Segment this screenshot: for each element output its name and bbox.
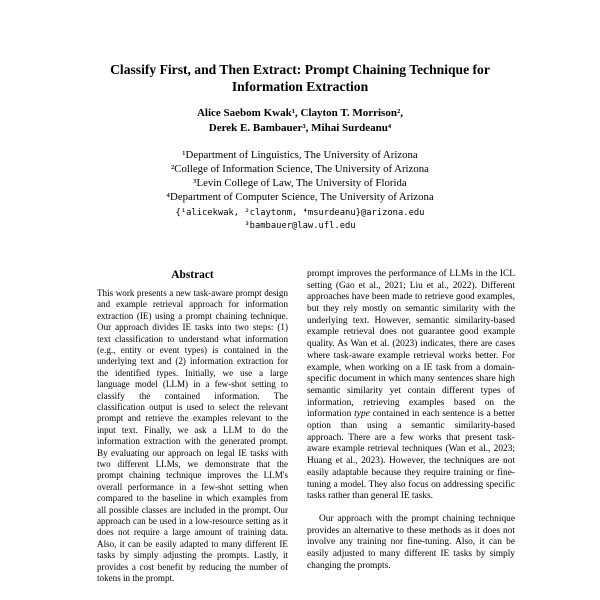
email-line-2: ³bambauer@law.ufl.edu [244, 220, 356, 231]
email-list [0, 207, 600, 232]
paper-title-line-1: Classify First, and Then Extract: Prompt Chaining Technique for [110, 62, 490, 77]
email-line-1: {¹alicekwak, ²claytonm, ⁴msurdeanu}@arizona.edu [175, 208, 425, 219]
author-line-2: Derek E. Bambauer³, Mihai Surdeanu⁴ [208, 121, 392, 134]
two-column-body [90, 269, 600, 585]
affiliation-4: ⁴Department of Computer Science, The University of Arizona [166, 191, 434, 204]
abstract-text: This work presents a new task-aware prompt design and example retrieval approach for information extraction (IE) using a prompt chaining technique. Our approach divides IE tasks into two steps: (1) text classification to understand what information (e.g., entity or event types) is contained in the underlying text and (2) information extraction for the identified types. Initially, we use a large language model (LLM) in a few-shot setting to classify the contained information. The classification output is used to select the relevant prompt and retrieve the examples relevant to the input text. Finally, we ask a LLM to do the information extraction with the generated prompt. By evaluating our approach on legal IE tasks with two different LLMs, we demonstrate that the prompt chaining technique improves the LLM's overall performance in a few-shot setting when compared to the baseline in which examples from all possible classes are included in the prompt. Our approach can be used in a low-resource setting as it does not require a large amount of training data. Also, it can be easily adapted to many different IE tasks by simply adjusting the prompts. Lastly, it provides a cost benefit by reducing the number of tokens in the prompt. [97, 287, 288, 584]
author-list [0, 106, 600, 135]
intro-paragraph-2: Our approach with the prompt chaining technique provides an alternative to these methods as it does not involve any training nor fine-tuning. Also, it can be easily adjusted to many different IE tasks by simply changing the prompts. [307, 514, 515, 571]
abstract-heading: Abstract [171, 268, 214, 281]
intro-p1-italic-word: type [354, 409, 370, 420]
affiliation-2: ²College of Information Science, The University of Arizona [171, 163, 429, 176]
intro-paragraph-1 [307, 269, 515, 503]
affiliation-list [0, 148, 600, 204]
affiliation-1: ¹Department of Linguistics, The University of Arizona [182, 149, 418, 162]
paper-title-line-2: Information Extraction [231, 78, 369, 94]
paper-title [0, 62, 600, 95]
intro-p1-text-c: contained in each sentence is a better option than using a semantic similarity-based approach. There are a few works that present task-aware example retrieval techniques (Wan et al., 2023; Huang et al., 2023). However, the techniques are not easily adaptable because they require training or fine-tuning a model. They also focus on addressing specific tasks rather than general IE tasks. [307, 409, 516, 502]
author-line-1: Alice Saebom Kwak¹, Clayton T. Morrison², [196, 107, 404, 120]
title-block [0, 0, 600, 232]
affiliation-3: ³Levin College of Law, The University of Florida [193, 177, 407, 190]
left-column [90, 269, 295, 585]
right-column [307, 269, 515, 573]
intro-p1-text-a: prompt improves the performance of LLMs in the ICL setting (Gao et al., 2021; Liu et al., 2022). Different approaches have been made to retrieve good examples, but they rely mostly on semantic similarity with the underlying text. However, semantic similarity-based example retrieval does not guarantee good example quality. As Wan et al. (2023) indicates, there are cases where task-aware example retrieval works better. For example, when working on a IE task from a domain-specific document in which many sentences share high semantic similarity yet contain different types of information, retrieving examples based on the information [307, 268, 515, 420]
